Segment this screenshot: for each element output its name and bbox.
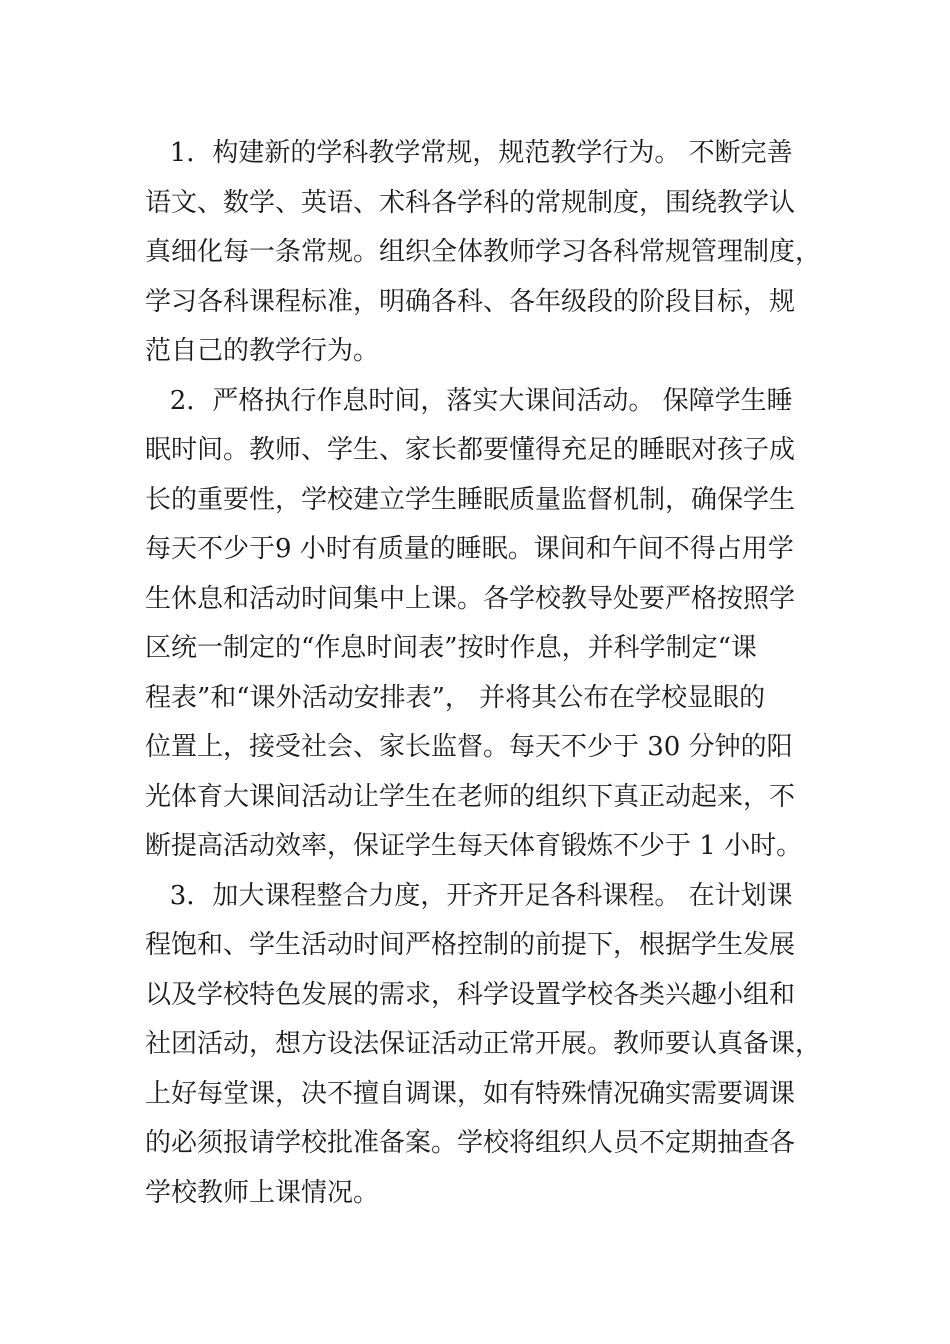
- paragraph-2: [145, 377, 805, 872]
- text-line: 程饱和、学生活动时间严格控制的前提下，根据学生发展: [145, 930, 796, 960]
- text-line: 长的重要性，学校建立学生睡眠质量监督机制，确保学生: [145, 484, 796, 515]
- text-line: 区统一制定的“作息时间表”按时作息，并科学制定“课: [145, 633, 757, 663]
- text-line: 1．构建新的学科教学常规，规范教学行为。 不断完善: [145, 138, 793, 168]
- text-line: 学校教师上课情况。: [145, 1177, 380, 1208]
- text-line: 以及学校特色发展的需求，科学设置学校各类兴趣小组和: [145, 979, 796, 1010]
- text-line: 的必须报请学校批准备案。学校将组织人员不定期抽查各: [145, 1128, 796, 1158]
- text-line: 学习各科课程标准，明确各科、各年级段的阶段目标，规: [145, 286, 796, 317]
- text-line: 社团活动，想方设法保证活动正常开展。教师要认真备课，: [145, 1029, 822, 1059]
- text-line: 3．加大课程整合力度，开齐开足各科课程。 在计划课: [145, 880, 793, 911]
- text-line: 程表”和“课外活动安排表”， 并将其公布在学校显眼的: [145, 682, 766, 713]
- text-line: 范自己的教学行为。: [145, 336, 380, 366]
- paragraph-1: [145, 129, 822, 377]
- text-line: 语文、数学、英语、术科各学科的常规制度，围绕教学认: [145, 187, 796, 218]
- text-line: 2．严格执行作息时间，落实大课间活动。 保障学生睡: [145, 385, 793, 416]
- text-line: 眠时间。教师、学生、家长都要懂得充足的睡眠对孩子成: [145, 435, 796, 465]
- text-line: 生休息和活动时间集中上课。各学校教导处要严格按照学: [145, 583, 796, 614]
- text-line: 光体育大课间活动让学生在老师的组织下真正动起来，不: [145, 781, 796, 812]
- text-line: 上好每堂课，决不擅自调课，如有特殊情况确实需要调课: [145, 1078, 796, 1109]
- paragraph-3: [145, 872, 822, 1219]
- text-line: 真细化每一条常规。组织全体教师学习各科常规管理制度，: [145, 237, 822, 267]
- document-body: [145, 129, 822, 1218]
- text-line: 位置上，接受社会、家长监督。每天不少于 30 分钟的阳: [145, 732, 793, 762]
- text-line: 每天不少于9 小时有质量的睡眠。课间和午间不得占用学: [145, 534, 794, 564]
- text-line: 断提高活动效率，保证学生每天体育锻炼不少于 1 小时。: [145, 831, 803, 861]
